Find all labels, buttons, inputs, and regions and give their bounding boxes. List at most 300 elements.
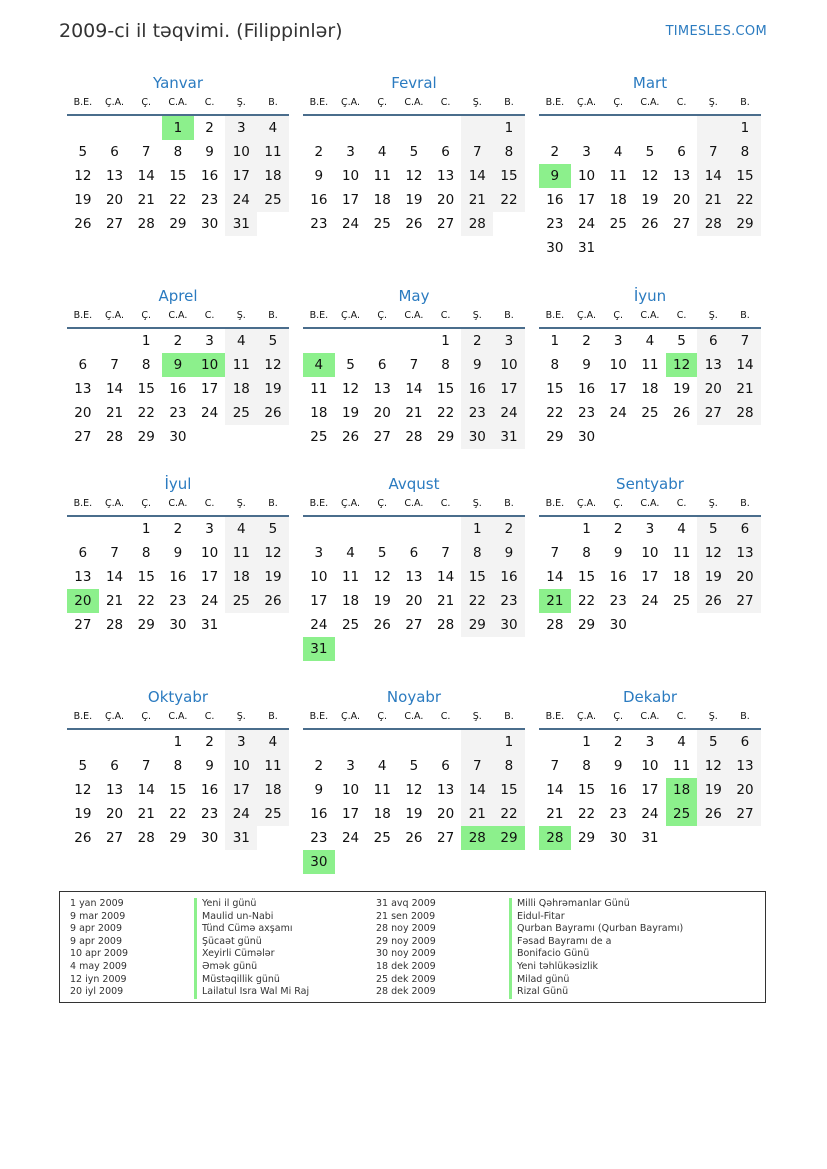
weekday-label: Ç. [613,711,624,722]
weekday-label: C. [676,498,687,509]
day-cell: 12 [74,782,92,798]
day-cell: 20 [373,405,391,421]
day-cell: 30 [201,216,219,232]
day-cell: 15 [493,164,525,188]
day-cell: 12 [257,541,289,565]
day-cell: 11 [673,545,691,561]
day-cell: 15 [546,381,564,397]
weekday-label: Ç. [141,711,152,722]
weekday-label: B.E. [73,711,93,722]
day-cell: 15 [137,381,155,397]
day-cell: 10 [641,545,659,561]
day-cell: 24 [201,405,219,421]
empty-cell [493,850,525,874]
day-cell: 23 [461,401,493,425]
day-cell: 6 [697,329,729,353]
day-cell: 21 [461,802,493,826]
month-7 [67,473,289,637]
day-cell: 28 [437,617,455,633]
day-cell: 21 [137,806,155,822]
empty-cell [493,637,525,661]
day-cell: 6 [729,730,761,754]
day-cell: 10 [341,782,360,798]
legend-holiday-name: Əmək günü [202,960,258,972]
day-cell: 30 [461,425,493,449]
days-grid [67,517,289,637]
weekday-label: Ş. [236,498,246,509]
weekday-label: B.E. [73,310,93,321]
day-cell: 8 [461,541,493,565]
day-cell: 5 [697,730,729,754]
day-cell: 14 [137,782,155,798]
weekday-label: C.A. [404,498,424,509]
day-cell: 30 [609,830,627,846]
empty-cell [430,116,462,140]
day-cell: 15 [577,569,596,585]
legend-holiday-name: Eidul-Fitar [517,910,565,922]
day-cell: 25 [341,617,360,633]
day-cell: 1 [461,517,493,541]
weekday-label: Ç.A. [341,498,361,509]
day-cell: 12 [257,353,289,377]
weekday-label: C.A. [404,97,424,108]
empty-cell [697,826,729,850]
day-cell: 24 [310,617,328,633]
day-cell: 24 [225,802,257,826]
weekday-label: B. [504,498,514,509]
day-cell: 2 [493,517,525,541]
day-cell: 4 [377,758,387,774]
days-grid [67,329,289,449]
month-6 [539,285,761,449]
day-cell: 16 [546,192,564,208]
day-cell: 20 [105,192,124,208]
legend-holiday-name: Müstəqillik günü [202,973,280,985]
month-11 [303,686,525,874]
day-cell: 25 [666,802,698,826]
page-title: 2009-ci il təqvimi. (Filippinlər) [59,20,343,42]
day-cell: 29 [461,613,493,637]
day-cell: 9 [613,545,623,561]
legend-date: 12 iyn 2009 [70,973,127,985]
day-cell: 20 [673,192,691,208]
day-cell: 17 [641,569,659,585]
day-cell: 8 [141,545,151,561]
day-cell: 5 [78,144,88,160]
empty-cell [666,116,698,140]
empty-cell [697,425,729,449]
day-cell: 20 [405,593,423,609]
legend-holiday-name: Yeni il günü [202,898,257,909]
day-cell: 30 [546,240,564,256]
day-cell: 16 [310,806,328,822]
empty-cell [602,425,634,449]
day-cell: 22 [169,806,187,822]
day-cell: 2 [314,144,324,160]
day-cell: 29 [169,216,187,232]
day-cell: 26 [74,216,92,232]
day-cell: 18 [666,778,698,802]
site-link[interactable]: TIMESLES.COM [665,24,767,39]
weekday-label: C.A. [640,498,660,509]
weekday-label: B. [268,711,278,722]
day-cell: 13 [437,168,455,184]
day-cell: 3 [645,521,655,537]
day-cell: 15 [461,565,493,589]
day-cell: 21 [105,593,124,609]
day-cell: 23 [201,192,219,208]
day-cell: 29 [577,617,596,633]
day-cell: 26 [405,216,423,232]
day-cell: 12 [341,381,360,397]
day-cell: 26 [257,401,289,425]
day-cell: 29 [169,830,187,846]
weekday-label: B. [268,97,278,108]
weekday-header [303,94,525,116]
day-cell: 29 [577,830,596,846]
day-cell: 16 [609,569,627,585]
day-cell: 27 [437,830,455,846]
day-cell: 8 [729,140,761,164]
days-grid [539,329,761,449]
day-cell: 28 [105,617,124,633]
day-cell: 30 [169,617,187,633]
day-cell: 3 [645,734,655,750]
month-name: Fevral [391,74,437,92]
day-cell: 4 [225,329,257,353]
day-cell: 20 [729,778,761,802]
day-cell: 18 [310,405,328,421]
day-cell: 12 [666,353,698,377]
day-cell: 18 [225,565,257,589]
weekday-label: B. [740,310,750,321]
weekday-label: Ç.A. [577,498,597,509]
day-cell: 3 [225,730,257,754]
day-cell: 1 [173,734,183,750]
day-cell: 7 [729,329,761,353]
day-cell: 30 [169,429,187,445]
weekday-label: C. [676,310,687,321]
day-cell: 21 [697,188,729,212]
day-cell: 4 [613,144,623,160]
legend-date: 1 yan 2009 [70,898,124,909]
weekday-label: C.A. [640,310,660,321]
legend-holiday-name: Şücaət günü [202,935,262,947]
day-cell: 17 [201,569,219,585]
day-cell: 17 [341,192,360,208]
day-cell: 18 [641,381,659,397]
empty-cell [461,637,493,661]
day-cell: 23 [169,405,187,421]
day-cell: 6 [441,144,450,160]
day-cell: 3 [205,521,214,537]
legend-date: 9 mar 2009 [70,910,126,922]
day-cell: 14 [437,569,455,585]
empty-cell [303,329,335,353]
month-name: Mart [632,74,668,92]
day-cell: 8 [493,140,525,164]
day-cell: 10 [341,168,360,184]
day-cell: 25 [609,216,627,232]
weekday-label: Ç. [377,310,388,321]
day-cell: 2 [582,333,591,349]
day-cell: 30 [201,830,219,846]
day-cell: 16 [461,377,493,401]
day-cell: 27 [373,429,391,445]
legend-date: 21 sen 2009 [376,910,436,922]
month-name: Dekabr [622,688,678,706]
weekday-label: C. [440,97,451,108]
day-cell: 9 [205,144,214,160]
day-cell: 22 [137,405,155,421]
day-cell: 19 [405,192,423,208]
weekday-label: B.E. [73,498,93,509]
empty-cell [539,517,571,541]
empty-cell [602,236,634,260]
day-cell: 12 [405,168,423,184]
day-cell: 8 [173,144,183,160]
day-cell: 25 [673,593,691,609]
empty-cell [366,730,398,754]
day-cell: 4 [303,353,335,377]
empty-cell [729,425,761,449]
empty-cell [729,236,761,260]
legend-holiday-name: Xeyirli Cümələr [202,948,275,960]
day-cell: 28 [546,617,564,633]
day-cell: 14 [137,168,155,184]
weekday-label: C.A. [640,97,660,108]
empty-cell [225,425,257,449]
day-cell: 6 [729,517,761,541]
day-cell: 11 [373,168,391,184]
day-cell: 7 [461,754,493,778]
day-cell: 2 [173,521,183,537]
day-cell: 21 [437,593,455,609]
day-cell: 27 [697,401,729,425]
day-cell: 9 [314,782,324,798]
day-cell: 31 [225,212,257,236]
day-cell: 13 [74,569,92,585]
empty-cell [398,850,430,874]
weekday-header [539,495,761,517]
weekday-label: B.E. [545,498,565,509]
weekday-label: Ş. [708,97,718,108]
day-cell: 29 [137,617,155,633]
empty-cell [398,329,430,353]
day-cell: 2 [613,734,623,750]
weekday-label: C. [676,97,687,108]
weekday-label: Ç. [613,498,624,509]
day-cell: 26 [405,830,423,846]
month-name: Avqust [388,475,440,493]
day-cell: 13 [105,782,124,798]
weekday-label: C. [440,498,451,509]
weekday-label: C. [204,711,215,722]
day-cell: 4 [677,734,686,750]
day-cell: 24 [641,806,659,822]
day-cell: 8 [441,357,450,373]
day-cell: 20 [437,192,455,208]
day-cell: 1 [162,116,194,140]
day-cell: 31 [493,425,525,449]
day-cell: 28 [105,429,124,445]
day-cell: 11 [641,357,659,373]
day-cell: 12 [373,569,391,585]
day-cell: 25 [373,216,391,232]
empty-cell [366,637,398,661]
month-name: Noyabr [386,688,442,706]
empty-cell [461,116,493,140]
day-cell: 26 [641,216,659,232]
day-cell: 3 [346,758,355,774]
day-cell: 16 [577,381,596,397]
empty-cell [303,116,335,140]
empty-cell [257,613,289,637]
day-cell: 12 [697,754,729,778]
weekday-label: B.E. [545,97,565,108]
weekday-label: C. [204,97,215,108]
day-cell: 8 [582,758,591,774]
day-cell: 18 [373,192,391,208]
legend-dates-right [376,898,436,999]
day-cell: 24 [577,216,596,232]
empty-cell [634,425,666,449]
weekday-header [67,708,289,730]
day-cell: 21 [729,377,761,401]
day-cell: 5 [78,758,88,774]
day-cell: 25 [257,188,289,212]
weekday-label: Ç. [613,97,624,108]
month-3 [539,72,761,260]
day-cell: 7 [461,140,493,164]
weekday-label: B. [504,711,514,722]
day-cell: 9 [461,353,493,377]
day-cell: 23 [546,216,564,232]
day-cell: 8 [493,754,525,778]
day-cell: 5 [697,517,729,541]
empty-cell [461,730,493,754]
empty-cell [303,517,335,541]
day-cell: 4 [377,144,387,160]
empty-cell [430,637,462,661]
day-cell: 28 [461,826,493,850]
day-cell: 8 [141,357,151,373]
day-cell: 2 [550,144,560,160]
day-cell: 23 [493,589,525,613]
day-cell: 21 [105,405,124,421]
day-cell: 18 [257,778,289,802]
empty-cell [99,116,131,140]
day-cell: 5 [645,144,655,160]
weekday-label: Ç.A. [341,711,361,722]
day-cell: 28 [539,826,571,850]
weekday-label: Ç.A. [577,97,597,108]
empty-cell [666,425,698,449]
day-cell: 10 [201,545,219,561]
day-cell: 19 [373,593,391,609]
day-cell: 20 [729,565,761,589]
legend-holiday-name: Yeni təhlükəsizlik [517,960,599,972]
legend-holiday-name: Fəsad Bayramı de a [517,935,612,947]
day-cell: 1 [582,521,591,537]
day-cell: 16 [310,192,328,208]
day-cell: 6 [110,144,119,160]
day-cell: 7 [110,357,119,373]
day-cell: 2 [173,333,183,349]
days-grid [67,116,289,236]
weekday-header [303,495,525,517]
day-cell: 26 [697,802,729,826]
day-cell: 7 [409,357,419,373]
weekday-label: Ç.A. [341,97,361,108]
empty-cell [539,116,571,140]
day-cell: 23 [169,593,187,609]
weekday-label: C. [204,310,215,321]
day-cell: 21 [137,192,155,208]
day-cell: 3 [314,545,324,561]
day-cell: 15 [437,381,455,397]
weekday-header [67,94,289,116]
day-cell: 2 [461,329,493,353]
month-name: Yanvar [152,74,204,92]
day-cell: 18 [341,593,360,609]
day-cell: 7 [141,144,151,160]
days-grid [303,329,525,449]
day-cell: 26 [341,429,360,445]
day-cell: 11 [257,754,289,778]
day-cell: 27 [74,429,92,445]
weekday-label: Ç.A. [577,310,597,321]
day-cell: 18 [225,377,257,401]
empty-cell [130,730,162,754]
day-cell: 26 [373,617,391,633]
empty-cell [67,329,99,353]
weekday-label: Ç. [377,711,388,722]
day-cell: 1 [141,521,151,537]
legend-date: 4 may 2009 [70,960,127,972]
month-10 [67,686,289,850]
day-cell: 27 [405,617,423,633]
day-cell: 16 [609,782,627,798]
day-cell: 2 [613,521,623,537]
day-cell: 13 [405,569,423,585]
day-cell: 17 [641,782,659,798]
day-cell: 21 [546,806,564,822]
days-grid [67,730,289,850]
month-1 [67,72,289,236]
day-cell: 15 [729,164,761,188]
days-grid [303,517,525,661]
day-cell: 27 [74,617,92,633]
day-cell: 11 [609,168,627,184]
month-name: İyul [164,475,192,493]
weekday-label: C.A. [168,97,188,108]
day-cell: 13 [729,541,761,565]
day-cell: 14 [546,569,564,585]
day-cell: 29 [729,212,761,236]
empty-cell [729,613,761,637]
day-cell: 18 [373,806,391,822]
day-cell: 6 [441,758,450,774]
empty-cell [257,212,289,236]
weekday-label: Ş. [708,498,718,509]
day-cell: 9 [613,758,623,774]
day-cell: 4 [257,116,289,140]
day-cell: 3 [225,116,257,140]
day-cell: 17 [310,593,328,609]
empty-cell [398,116,430,140]
day-cell: 8 [173,758,183,774]
